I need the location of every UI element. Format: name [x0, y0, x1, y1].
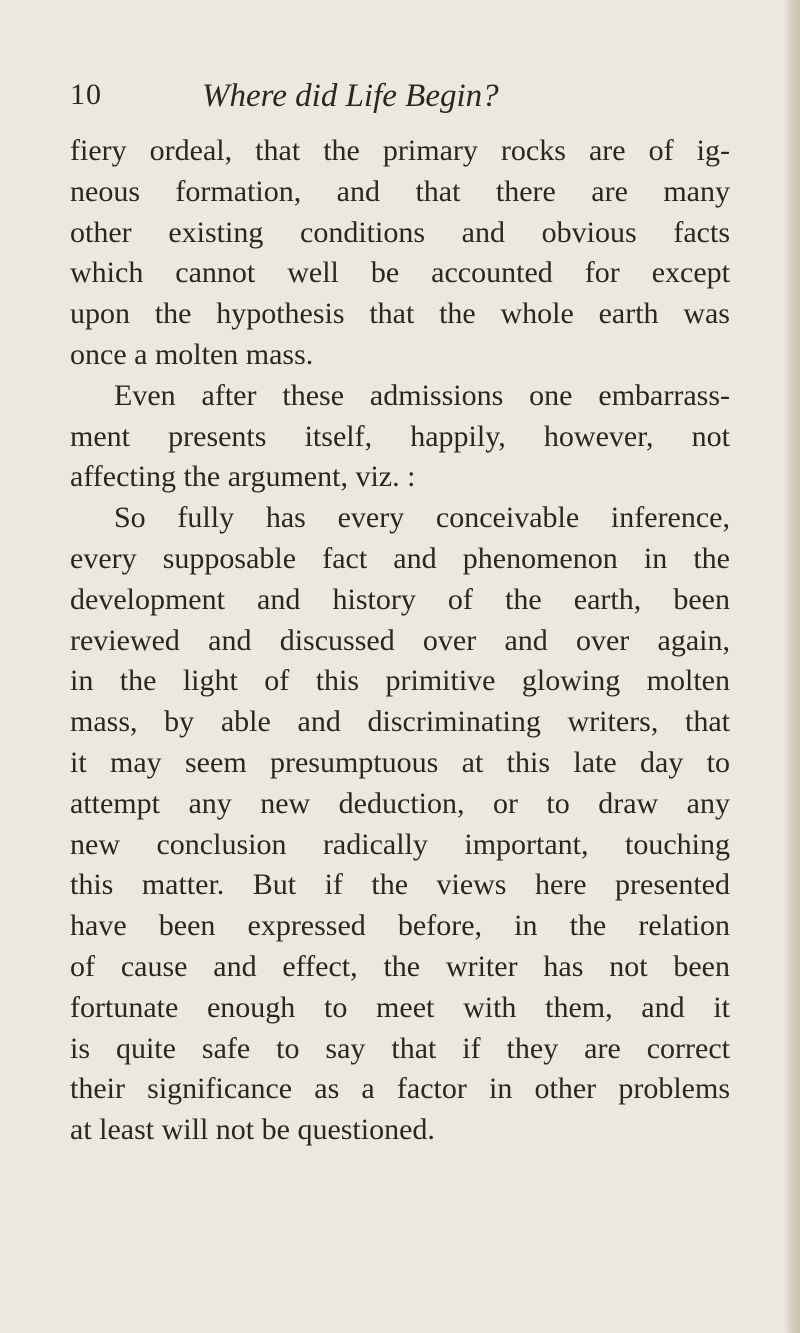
text-line: other existing conditions and obvious facts — [70, 215, 730, 249]
text-line: upon the hypothesis that the whole earth was — [70, 297, 730, 331]
text-line: affecting the argument, viz. : — [70, 460, 416, 494]
text-line: which cannot well be accounted for except — [70, 256, 730, 290]
text-line: ment presents itself, happily, however, not — [70, 419, 730, 453]
page-edge — [784, 0, 800, 1333]
running-title: Where did Life Begin? — [202, 78, 499, 114]
text-line: it may seem presumptuous at this late day to — [70, 745, 730, 779]
text-line: neous formation, and that there are many — [70, 174, 730, 208]
page-number: 10 — [70, 78, 102, 111]
text-line: fortunate enough to meet with them, and it — [70, 990, 730, 1024]
text-line: mass, by able and discriminating writers, that — [70, 705, 730, 739]
text-line: have been expressed before, in the relation — [70, 909, 730, 943]
text-line: in the light of this primitive glowing molten — [70, 664, 730, 698]
text-line: So fully has every conceivable inference, — [114, 501, 730, 535]
text-line: at least will not be questioned. — [70, 1113, 435, 1147]
text-line: development and history of the earth, been — [70, 582, 730, 616]
body-text — [70, 131, 730, 1151]
text-line: this matter. But if the views here presented — [70, 868, 730, 902]
text-line: reviewed and discussed over and over again, — [70, 623, 730, 657]
text-line: new conclusion radically important, touching — [70, 827, 730, 861]
text-line: is quite safe to say that if they are correct — [70, 1031, 730, 1065]
text-line: attempt any new deduction, or to draw any — [70, 786, 730, 820]
running-head — [70, 78, 730, 122]
text-line: fiery ordeal, that the primary rocks are of ig- — [70, 134, 730, 167]
text-line: of cause and effect, the writer has not been — [70, 949, 730, 983]
text-line: Even after these admissions one embarrass- — [114, 378, 730, 412]
text-line: once a molten mass. — [70, 337, 314, 371]
text-line: every supposable fact and phenomenon in the — [70, 541, 730, 575]
text-line: their significance as a factor in other problems — [70, 1072, 730, 1106]
